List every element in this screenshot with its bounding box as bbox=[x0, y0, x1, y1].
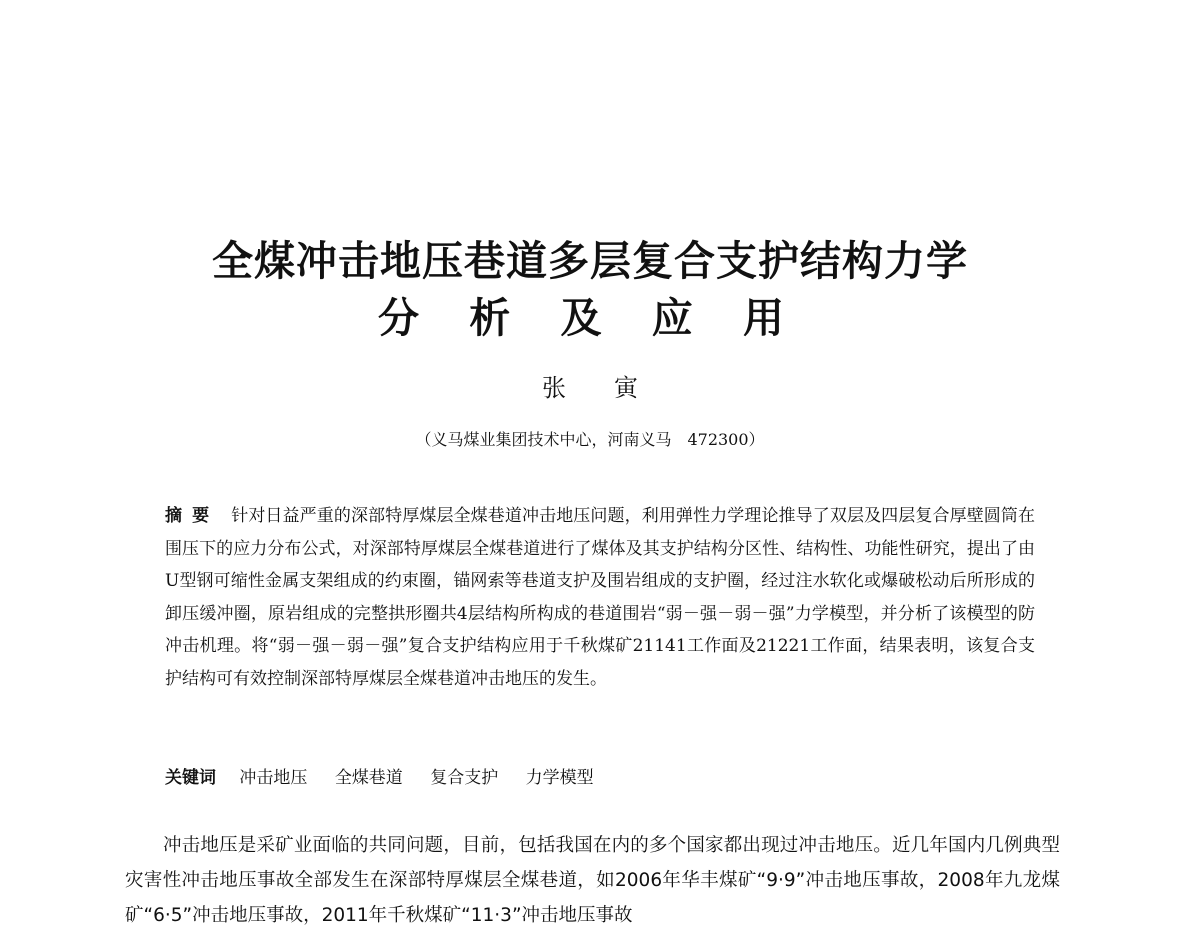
body-paragraph: 冲击地压是采矿业面临的共同问题，目前，包括我国在内的多个国家都出现过冲击地压。近几年国内几例典型灾害性冲击地压事故全部发生在深部特厚煤层全煤巷道，如2006年华丰煤矿“9·9”冲击地压事故，2008年九龙煤矿“6·5”冲击地压事故，2011年千秋煤矿“11·3”冲击地压事故 bbox=[125, 835, 1060, 926]
keyword: 全煤巷道 bbox=[334, 768, 403, 788]
abstract bbox=[165, 500, 1035, 695]
keywords-label: 关键词 bbox=[165, 768, 216, 788]
keywords bbox=[165, 763, 616, 788]
author: 张 寅 bbox=[542, 374, 638, 402]
keyword: 复合支护 bbox=[430, 768, 499, 788]
paper-title-line1: 全煤冲击地压巷道多层复合支护结构力学 bbox=[212, 237, 968, 285]
keyword: 力学模型 bbox=[525, 768, 594, 788]
abstract-text: 针对日益严重的深部特厚煤层全煤巷道冲击地压问题，利用弹性力学理论推导了双层及四层复合厚壁圆筒在围压下的应力分布公式，对深部特厚煤层全煤巷道进行了煤体及其支护结构分区性、结构性、功能性研究，提出了由U型钢可缩性金属支架组成的约束圈，锚网索等巷道支护及围岩组成的支护圈，经过注水软化或爆破松动后所形成的卸压缓冲圈，原岩组成的完整拱形圈共4层结构所构成的巷道围岩“弱－强－弱－强”力学模型，并分析了该模型的防冲击机理。将“弱－强－弱－强”复合支护结构应用于千秋煤矿21141工作面及21221工作面，结果表明，该复合支护结构可有效控制深部特厚煤层全煤巷道冲击地压的发生。 bbox=[165, 506, 1036, 689]
affiliation: （义马煤业集团技术中心，河南义马 472300） bbox=[415, 430, 765, 449]
body-text bbox=[125, 828, 1060, 933]
paper-title-line2: 分 析 及 应 用 bbox=[377, 294, 803, 342]
abstract-label: 摘要 bbox=[165, 506, 220, 526]
keyword: 冲击地压 bbox=[239, 768, 308, 788]
